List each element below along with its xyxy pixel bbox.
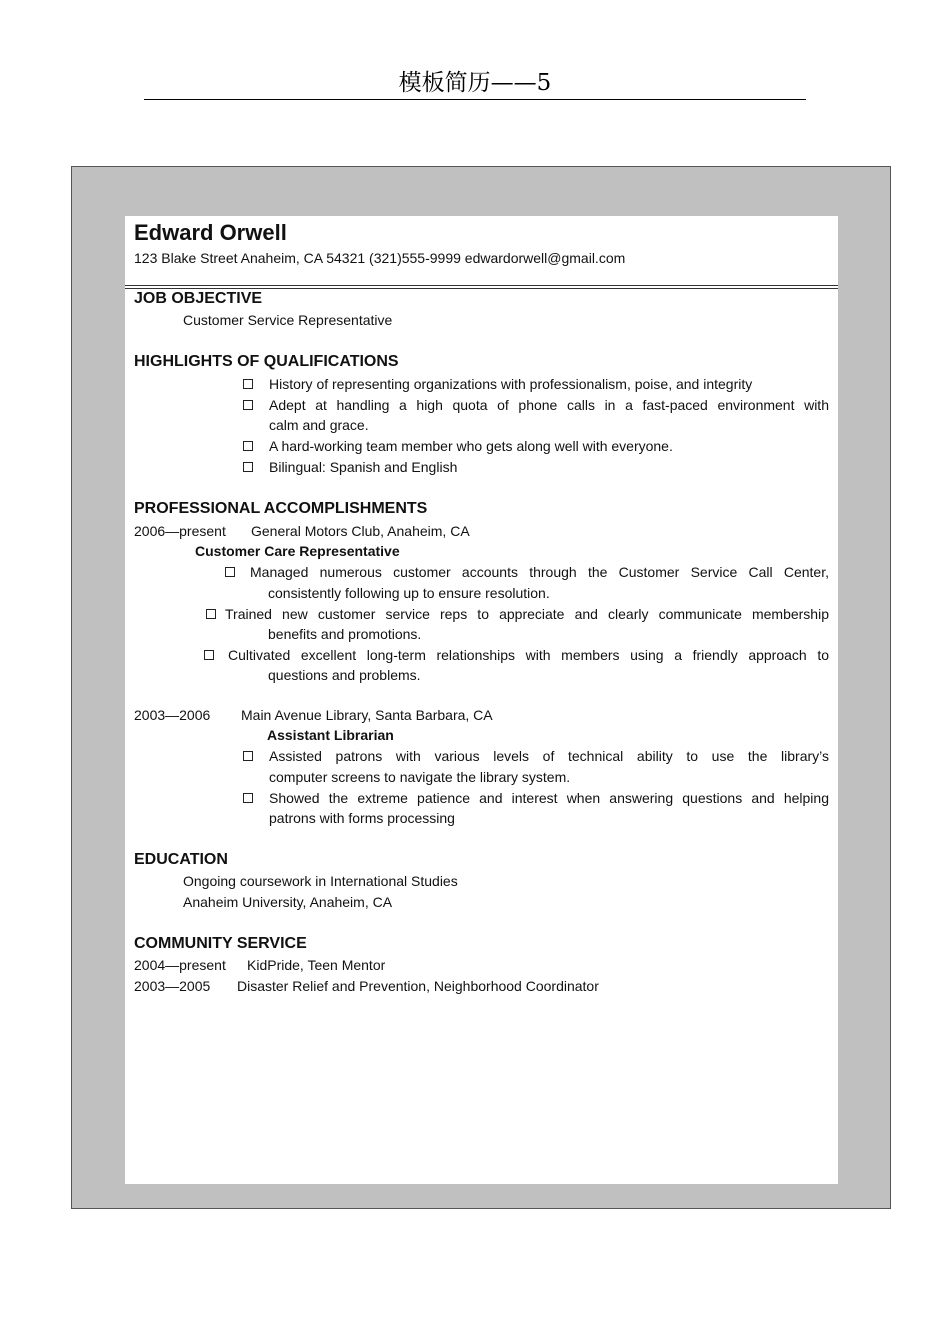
community-heading: COMMUNITY SERVICE: [134, 935, 307, 952]
education-line: Ongoing coursework in International Studies: [183, 873, 458, 889]
checkbox-bullet-icon: [243, 462, 253, 472]
qualification-item-continued: calm and grace.: [269, 417, 369, 433]
job-duty-continued: computer screens to navigate the library system.: [269, 769, 571, 785]
job-duty-continued: patrons with forms processing: [269, 810, 455, 826]
job-employer: General Motors Club, Anaheim, CA: [251, 523, 470, 539]
candidate-name: Edward Orwell: [134, 220, 287, 245]
job-duty: Managed numerous customer accounts through the Customer Service Call Center,: [250, 564, 829, 580]
community-dates: 2003—2005: [134, 978, 211, 994]
job-duty-continued: consistently following up to ensure resolution.: [268, 585, 550, 601]
checkbox-bullet-icon: [225, 567, 235, 577]
job-role: Customer Care Representative: [195, 543, 400, 559]
job-duty: Assisted patrons with various levels of technical ability to use the library’s: [269, 748, 829, 764]
community-dates: 2004—present: [134, 957, 226, 973]
checkbox-bullet-icon: [243, 751, 253, 761]
page-title: 模板简历——5: [398, 70, 552, 96]
job-employer: Main Avenue Library, Santa Barbara, CA: [241, 707, 493, 723]
job-dates: 2006—present: [134, 523, 226, 539]
objective-heading: JOB OBJECTIVE: [134, 290, 263, 307]
qualification-item: History of representing organizations with professionalism, poise, and integrity: [269, 376, 753, 392]
resume-paper: [125, 216, 838, 1184]
job-duty: Showed the extreme patience and interest when answering questions and helping: [269, 790, 829, 806]
header-divider: [125, 285, 838, 286]
education-heading: EDUCATION: [134, 851, 228, 868]
checkbox-bullet-icon: [243, 400, 253, 410]
community-entry: KidPride, Teen Mentor: [247, 957, 386, 973]
checkbox-bullet-icon: [204, 650, 214, 660]
qualification-item: Adept at handling a high quota of phone calls in a fast-paced environment with: [269, 397, 829, 413]
community-entry: Disaster Relief and Prevention, Neighborhood Coordinator: [237, 978, 599, 994]
title-underline: [144, 99, 806, 100]
checkbox-bullet-icon: [243, 441, 253, 451]
objective-text: Customer Service Representative: [183, 312, 393, 328]
qualification-item: Bilingual: Spanish and English: [269, 459, 458, 475]
qualification-item: A hard-working team member who gets along well with everyone.: [269, 438, 673, 454]
job-dates: 2003—2006: [134, 707, 211, 723]
checkbox-bullet-icon: [206, 609, 216, 619]
qualifications-heading: HIGHLIGHTS OF QUALIFICATIONS: [134, 353, 399, 370]
checkbox-bullet-icon: [243, 793, 253, 803]
checkbox-bullet-icon: [243, 379, 253, 389]
accomplishments-heading: PROFESSIONAL ACCOMPLISHMENTS: [134, 500, 428, 517]
contact-line: 123 Blake Street Anaheim, CA 54321 (321)555-9999 edwardorwell@gmail.com: [134, 250, 626, 266]
job-duty-continued: questions and problems.: [268, 667, 421, 683]
job-role: Assistant Librarian: [267, 727, 394, 743]
job-duty: Cultivated excellent long-term relationships with members using a friendly approach to: [228, 647, 829, 663]
job-duty: Trained new customer service reps to appreciate and clearly communicate membership: [225, 606, 829, 622]
education-line: Anaheim University, Anaheim, CA: [183, 894, 393, 910]
job-duty-continued: benefits and promotions.: [268, 626, 422, 642]
